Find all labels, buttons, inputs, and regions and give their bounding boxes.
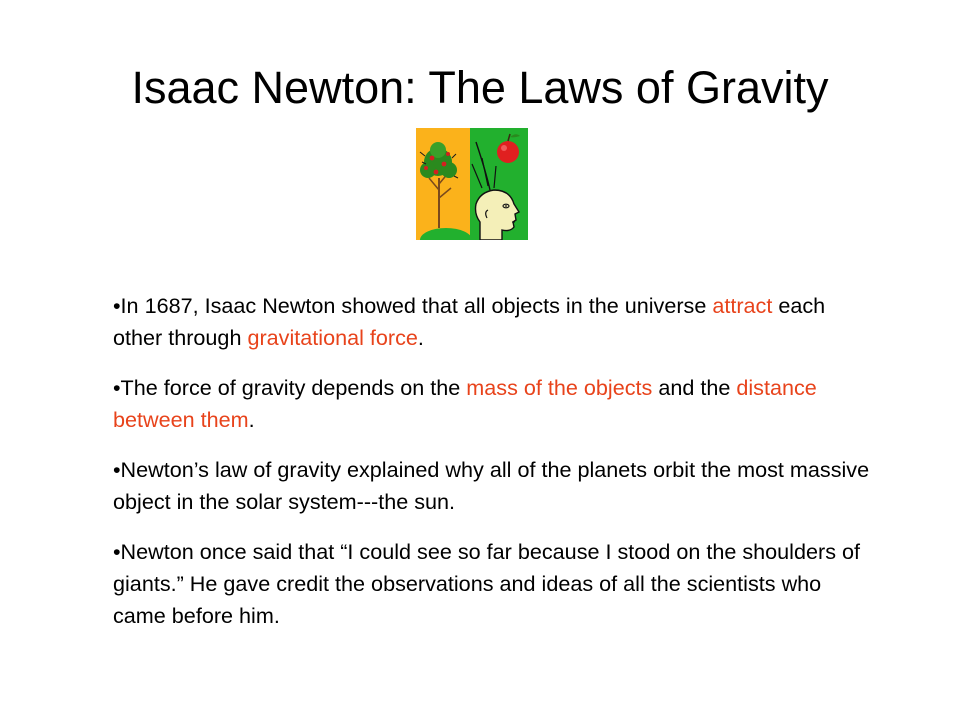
bullet-1-text-1: •In 1687, Isaac Newton showed that all objects in the universe [113,293,713,318]
bullet-4-text-1: •Newton once said that “I could see so far because I stood on the shoulders of giants.” He gave credit the observations and ideas of all the scientists who came before him. [113,539,860,628]
bullet-2-highlight-mass: mass of the objects [466,375,653,400]
bullet-4 [113,536,873,632]
bullet-list [113,290,873,650]
slide-title: Isaac Newton: The Laws of Gravity [131,62,829,113]
bullet-3 [113,454,873,518]
bullet-2-text-2: and the [652,375,737,400]
bullet-1-text-2: each other through [113,293,826,350]
bullet-2-highlight-distance: distance between them [113,375,817,432]
bullet-2-text-3: . [248,407,255,432]
bullet-1-text-3: . [417,325,424,350]
bullet-2 [113,372,873,436]
bullet-2-text-1: •The force of gravity depends on the [113,375,467,400]
bullet-1-highlight-gravitational-force: gravitational force [247,325,418,350]
bullet-3-text-1: •Newton’s law of gravity explained why all of the planets orbit the most massive object in the solar system---the sun. [113,457,870,514]
bullet-1-highlight-attract: attract [712,293,773,318]
bullet-1 [113,290,873,354]
tree-apple-head-clipart-icon [416,128,528,240]
